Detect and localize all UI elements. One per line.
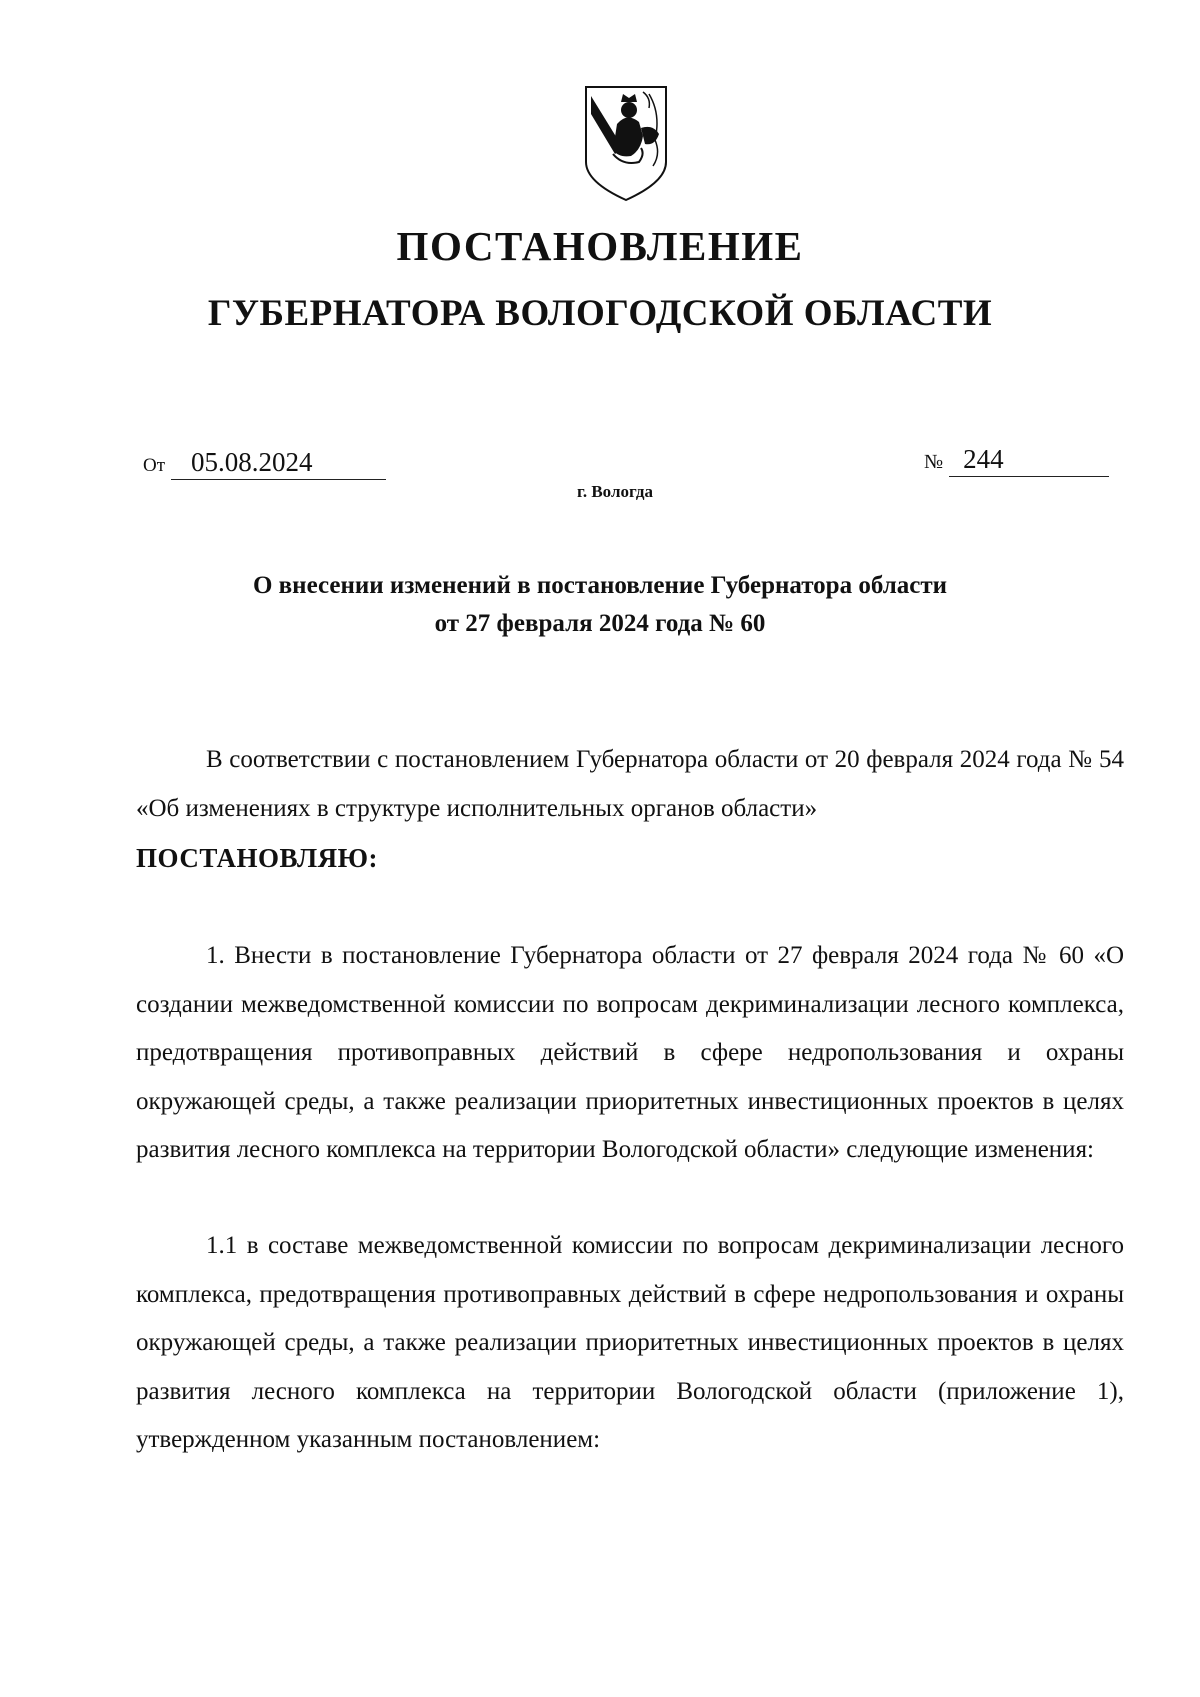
number-value: 244 — [949, 444, 1109, 477]
number-field — [924, 444, 1109, 477]
number-label: № — [924, 451, 944, 473]
document-type-title: ПОСТАНОВЛЕНИЕ — [396, 223, 804, 269]
decree-word: ПОСТАНОВЛЯЮ: — [136, 843, 378, 873]
preamble-text: В соответствии с постановлением Губернатора области от 20 февраля 2024 года № 54 «Об изменениях в структуре исполнительных органов области» — [136, 746, 1124, 822]
date-field — [143, 447, 386, 480]
document-subject-line-2: от 27 февраля 2024 года № 60 — [434, 610, 766, 637]
issuing-authority-title: ГУБЕРНАТОРА ВОЛОГОДСКОЙ ОБЛАСТИ — [207, 293, 993, 334]
clause-1-paragraph: 1. Внести в постановление Губернатора области от 27 февраля 2024 года № 60 «О создании межведомственной комиссии по вопросам декриминализации лесного комплекса, предотвращения противоправных действий в сфере недропользования и охраны окружающей среды, а также реализации приоритетных инвестиционных проектов в целях развития лесного комплекса на территории Вологодской области» следующие изменения: — [136, 942, 1124, 1163]
clause-1-1-paragraph: 1.1 в составе межведомственной комиссии по вопросам декриминализации лесного комплекса, предотвращения противоправных действий в сфере недропользования и охраны окружающей среды, а также реализации приоритетных инвестиционных проектов в целях развития лесного комплекса на территории Вологодской области (приложение 1), утвержденном указанным постановлением: — [136, 1232, 1124, 1453]
date-label: От — [143, 455, 166, 476]
document-subject-line-1: О внесении изменений в постановление Губернатора области — [252, 572, 948, 599]
vologda-coat-of-arms-icon — [583, 84, 669, 202]
date-value: 05.08.2024 — [171, 447, 386, 480]
city-label: г. Вологда — [577, 482, 653, 501]
document-subject — [0, 567, 1200, 643]
preamble-paragraph — [136, 736, 1124, 833]
